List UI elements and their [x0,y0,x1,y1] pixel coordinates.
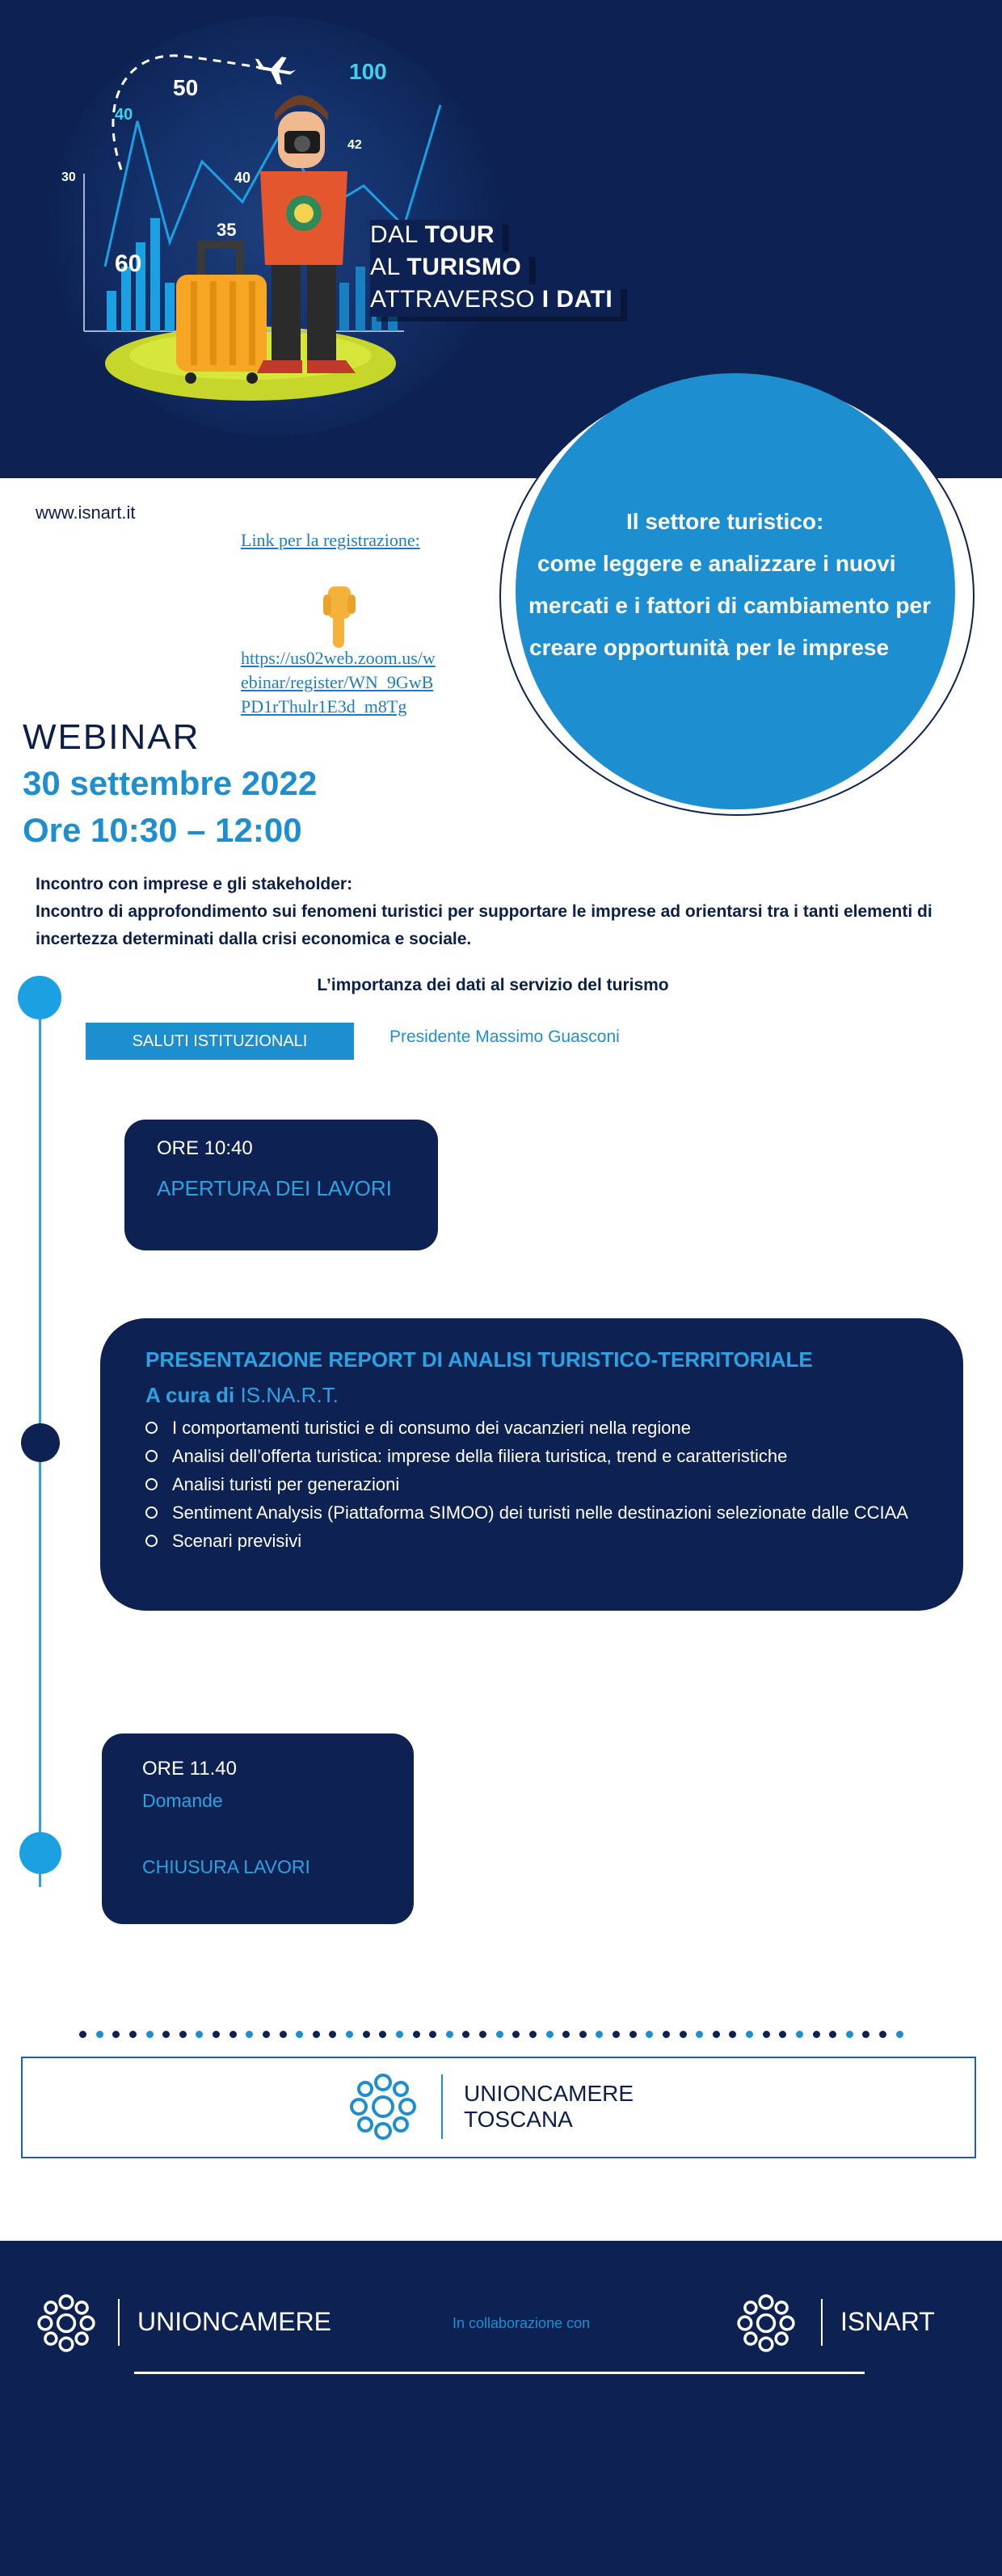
svg-text:35: 35 [217,220,237,240]
timeline-dot [18,976,61,1019]
footer-left-name: UNIONCAMERE [137,2307,332,2336]
dots-separator [79,2029,903,2039]
unioncamere-logo-icon [346,2070,420,2144]
partner-name: UNIONCAMERE TOSCANA [464,2081,634,2132]
report-card [100,1318,963,1611]
circle-bullet-icon [145,1535,158,1547]
timeline-dot [19,1832,61,1874]
circle-bullet-icon [145,1422,158,1434]
questions-label: Domande [142,1790,223,1811]
pointing-down-icon [317,583,362,653]
topic-line: creare opportunità per le imprese [529,635,890,660]
circle-bullet-icon [145,1478,158,1490]
svg-text:42: 42 [347,138,362,152]
svg-text:40: 40 [234,170,251,186]
logo-divider [118,2299,120,2346]
footer-right-name: ISNART [840,2307,935,2336]
suitcase-icon [176,241,267,384]
website-url[interactable]: www.isnart.it [36,502,136,523]
topic-text [525,501,962,669]
event-time: Ore 10:30 – 12:00 [23,811,302,849]
intro-line2: Incontro di approfondimento sui fenomeni turistici per supportare le imprese ad orientarsi tra i tanti elementi di incertezza determinati dalla crisi economica e sociale. [36,902,933,948]
svg-text:50: 50 [173,75,199,100]
registration-link[interactable]: https://us02web.zoom.us/webinar/register/WN_9GwBPD1rThulr1E3d_m8Tg [241,648,436,716]
svg-text:40: 40 [115,106,133,124]
list-item: I comportamenti turistici e di consumo dei vacanzieri nella regione [145,1414,954,1442]
opening-time: ORE 10:40 [157,1137,253,1159]
topic-line: Il settore turistico: [626,509,824,534]
partner-box [21,2057,976,2158]
saluti-label: SALUTI ISTITUZIONALI [86,1023,354,1060]
event-date: 30 settembre 2022 [23,764,318,802]
topic-line: come leggere e analizzare i nuovi [537,551,896,576]
svg-text:100: 100 [349,59,387,84]
event-type: WEBINAR [23,717,200,757]
registration-label: Link per la registrazione: [241,530,420,550]
logo-divider [441,2074,443,2139]
opening-title: APERTURA DEI LAVORI [157,1176,392,1200]
report-title: PRESENTAZIONE REPORT DI ANALISI TURISTICO-TERRITORIALE [145,1347,813,1372]
topic-line: mercati e i fattori di cambiamento per [528,593,931,618]
agenda-title: L’importanza dei dati al servizio del turismo [317,976,669,994]
svg-text:30: 30 [61,170,76,184]
unioncamere-logo-icon [34,2291,99,2355]
timeline-dot [21,1423,60,1462]
circle-bullet-icon [145,1507,158,1519]
list-item: Analisi turisti per generazioni [145,1470,954,1498]
closing-label: CHIUSURA LAVORI [142,1856,310,1877]
circle-bullet-icon [145,1450,158,1462]
intro-line1: Incontro con imprese e gli stakeholder: [36,875,353,893]
footer-rule [134,2372,865,2374]
intro-text [36,871,965,953]
list-item: Scenari previsivi [145,1527,954,1555]
saluti-speaker: Presidente Massimo Guasconi [389,1027,620,1046]
logo-divider [821,2299,823,2346]
plane-icon [251,53,297,87]
flight-path [113,56,267,170]
svg-text:60: 60 [115,250,142,277]
closing-card [102,1733,414,1924]
list-item: Sentiment Analysis (Piattaforma SIMOO) dei turisti nelle destinazioni selezionate dalle CCIAA [145,1498,954,1527]
opening-card [124,1120,438,1250]
footer [0,2241,1002,2576]
report-items [145,1414,954,1555]
closing-time: ORE 11.40 [142,1758,237,1780]
report-author: A cura di IS.NA.R.T. [145,1383,339,1407]
list-item: Analisi dell’offerta turistica: imprese della filiera turistica, trend e caratteristiche [145,1442,954,1470]
collaboration-label: In collaborazione con [453,2315,591,2331]
header-title: DAL TOUR AL TURISMO ATTRAVERSO I DATI [370,220,661,317]
isnart-logo-icon [734,2291,798,2355]
